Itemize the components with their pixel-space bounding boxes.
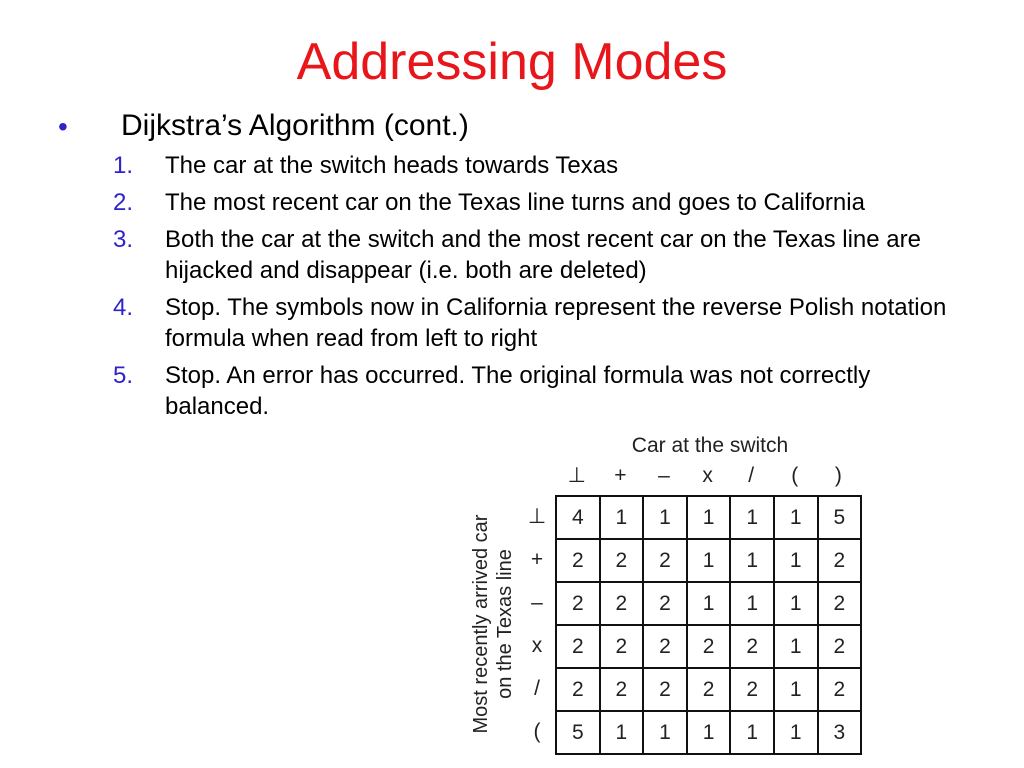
table-cell: 2 bbox=[556, 539, 600, 582]
table-cell: 1 bbox=[774, 625, 818, 668]
table-cell: 3 bbox=[818, 711, 862, 754]
table-cell: 2 bbox=[600, 582, 644, 625]
table-cell: 1 bbox=[774, 582, 818, 625]
table-cell: 5 bbox=[818, 496, 862, 539]
table-cell: 5 bbox=[556, 711, 600, 754]
step-text: Stop. The symbols now in California represent the reverse Polish notation formula when read from left to right bbox=[165, 294, 947, 352]
step-number: 3. bbox=[113, 226, 134, 253]
table-cell: 2 bbox=[730, 625, 774, 668]
bullet-text: Dijkstra’s Algorithm (cont.) bbox=[121, 109, 469, 142]
slide-title: Addressing Modes bbox=[296, 33, 728, 91]
table-cell: 2 bbox=[643, 582, 687, 625]
row-header: + bbox=[530, 548, 544, 571]
column-headers bbox=[555, 460, 860, 492]
list-item bbox=[110, 292, 980, 354]
step-text: The most recent car on the Texas line turns and goes to California bbox=[165, 189, 865, 216]
table-cell: 2 bbox=[687, 668, 731, 711]
column-header: ) bbox=[834, 464, 842, 487]
table-cell: 1 bbox=[730, 582, 774, 625]
column-header: + bbox=[614, 464, 627, 487]
table-row bbox=[556, 496, 861, 539]
step-number: 2. bbox=[113, 189, 134, 216]
table-cell: 1 bbox=[643, 496, 687, 539]
switch-table bbox=[555, 495, 862, 755]
column-header: ( bbox=[791, 464, 799, 487]
list-item bbox=[110, 150, 980, 181]
row-header: x bbox=[531, 634, 543, 657]
table-cell: 2 bbox=[818, 668, 862, 711]
table-cell: 2 bbox=[818, 539, 862, 582]
list-item bbox=[110, 360, 980, 422]
table-cell: 1 bbox=[774, 539, 818, 582]
column-header: ⊥ bbox=[567, 464, 586, 487]
row-header: ⊥ bbox=[527, 505, 547, 528]
column-header: / bbox=[748, 464, 755, 487]
switch-table-figure bbox=[460, 430, 880, 760]
table-cell: 2 bbox=[556, 668, 600, 711]
table-row bbox=[556, 711, 861, 754]
table-cell: 2 bbox=[600, 625, 644, 668]
table-cell: 2 bbox=[643, 625, 687, 668]
table-cell: 2 bbox=[643, 539, 687, 582]
table-cell: 2 bbox=[643, 668, 687, 711]
table-cell: 2 bbox=[600, 539, 644, 582]
table-cell: 1 bbox=[774, 496, 818, 539]
step-text: Both the car at the switch and the most recent car on the Texas line are hijacked and disappear (i.e. both are deleted) bbox=[165, 226, 921, 284]
row-axis-label bbox=[468, 495, 518, 753]
table-row bbox=[556, 539, 861, 582]
step-text: Stop. An error has occurred. The original formula was not correctly balanced. bbox=[165, 362, 871, 420]
row-axis-label-line1: Most recently arrived car bbox=[470, 514, 492, 734]
table-cell: 4 bbox=[556, 496, 600, 539]
bullet-marker: • bbox=[58, 111, 68, 142]
row-header: – bbox=[531, 591, 543, 614]
table-cell: 2 bbox=[687, 625, 731, 668]
table-row bbox=[556, 625, 861, 668]
step-number: 4. bbox=[113, 294, 134, 321]
table-cell: 2 bbox=[818, 625, 862, 668]
table-cell: 1 bbox=[730, 539, 774, 582]
row-header: ( bbox=[533, 720, 541, 743]
table-cell: 2 bbox=[556, 625, 600, 668]
list-item bbox=[110, 224, 980, 286]
row-axis-label-line2: on the Texas line bbox=[494, 549, 516, 699]
list-item bbox=[110, 187, 980, 218]
table-cell: 2 bbox=[730, 668, 774, 711]
step-list bbox=[110, 150, 980, 428]
table-cell: 1 bbox=[687, 582, 731, 625]
table-title: Car at the switch bbox=[631, 434, 789, 457]
table-cell: 1 bbox=[600, 496, 644, 539]
table-cell: 1 bbox=[687, 711, 731, 754]
row-headers bbox=[522, 495, 552, 753]
table-cell: 1 bbox=[774, 668, 818, 711]
step-number: 5. bbox=[113, 362, 134, 389]
table-cell: 1 bbox=[687, 496, 731, 539]
table-cell: 1 bbox=[687, 539, 731, 582]
table-cell: 1 bbox=[730, 711, 774, 754]
step-text: The car at the switch heads towards Texas bbox=[165, 152, 619, 179]
table-cell: 1 bbox=[600, 711, 644, 754]
table-row bbox=[556, 582, 861, 625]
table-row bbox=[556, 668, 861, 711]
table-cell: 1 bbox=[774, 711, 818, 754]
column-header: – bbox=[658, 464, 670, 487]
table-cell: 2 bbox=[556, 582, 600, 625]
step-number: 1. bbox=[113, 152, 134, 179]
table-cell: 1 bbox=[643, 711, 687, 754]
column-header: x bbox=[702, 464, 713, 487]
table-cell: 2 bbox=[600, 668, 644, 711]
table-cell: 2 bbox=[818, 582, 862, 625]
table-cell: 1 bbox=[730, 496, 774, 539]
row-header: / bbox=[534, 677, 540, 700]
